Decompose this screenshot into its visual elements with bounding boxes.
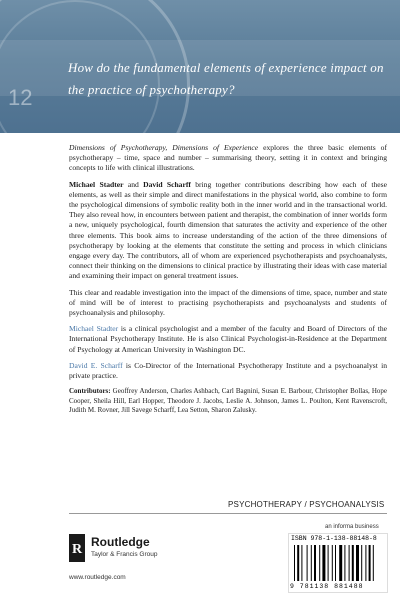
barcode-bar bbox=[328, 545, 329, 581]
bio-name-stadter: Michael Stadter bbox=[69, 324, 119, 334]
bio-text-scharff: is Co-Director of the International Psychotherapy Institute and a psychoanalyst in private practice. bbox=[69, 360, 387, 381]
publisher-website: www.routledge.com bbox=[69, 574, 126, 581]
barcode-bar bbox=[332, 545, 333, 581]
tagline: How do the fundamental elements of experience impact on the practice of psychotherapy? bbox=[68, 60, 384, 97]
barcode-bar bbox=[339, 545, 342, 581]
isbn-label: ISBN 978-1-138-88148-8 bbox=[291, 535, 377, 542]
barcode-bar bbox=[307, 545, 308, 581]
editor-and: and bbox=[123, 179, 144, 189]
contributors-list: Geoffrey Anderson, Charles Ashbach, Carl Bagnini, Susan E. Barbour, Christopher Bollas, Hope Cooper, Sheila Hill, Earl Hopper, Theodore J. Jacobs, Leslie A. Johnson, James L. Poulton, Kent Ravenscroft, Judith M. Rovner, Jill Savege Scharff, Lea Setton, Sharon Zalusky. bbox=[69, 387, 387, 415]
informa-tagline: an informa business bbox=[325, 524, 379, 530]
barcode-bar bbox=[349, 545, 350, 581]
bio-stadter bbox=[69, 324, 387, 355]
barcode-bar bbox=[373, 545, 374, 581]
blurb bbox=[69, 143, 387, 422]
barcode-bar bbox=[365, 545, 366, 581]
barcode-bar bbox=[314, 545, 316, 581]
book-title: Dimensions of Psychotherapy, Dimensions of Experience bbox=[69, 143, 259, 152]
logo-letter: R bbox=[71, 542, 83, 557]
contributors-paragraph bbox=[69, 387, 387, 416]
audience-paragraph: This clear and readable investigation into the impact of the dimensions of time, space, number and state of mind will be of interest to practising psychotherapists and psychoanalysts and students of psychoanalysis and philosophy. bbox=[69, 287, 387, 318]
barcode-bar bbox=[335, 545, 336, 581]
barcode-bar bbox=[301, 545, 302, 581]
editors-text: bring together contributions describing how each of these elements, as well as their simple and direct manifestations in the physical world, also combine to form the psychological dimensions of symbolic reality both in the inner world and in the transactional world. They also reveal how, in encounters between patient and therapist, the combination of inner worlds form a new, uniquely psychological, fourth dimension that saturates the activity and experience of the other three elements. This book aims to increase understanding of the action of the three dimensions of psychotherapy by looking at the elements that constitute the setting and process in which clinicians engage every day. The contributors, all of whom are experienced psychotherapists and psychoanalysts, connect their thinking on the dimensions to clinical practice by illustrating their ideas with case material and examining their impact on general treatment issues. bbox=[69, 179, 387, 281]
barcode-bar bbox=[311, 545, 312, 581]
barcode-bar bbox=[369, 545, 371, 581]
cover-banner bbox=[0, 0, 400, 133]
barcode-bar bbox=[322, 545, 325, 581]
publisher-name: Routledge bbox=[91, 535, 150, 549]
barcode-bar bbox=[356, 545, 359, 581]
subject-category: PSYCHOTHERAPY / PSYCHOANALYSIS bbox=[228, 500, 385, 509]
routledge-logo-icon bbox=[69, 534, 85, 562]
barcode-bar bbox=[297, 545, 299, 581]
publisher-group: Taylor & Francis Group bbox=[91, 551, 158, 558]
clock-numeral: 12 bbox=[8, 85, 33, 110]
category-divider bbox=[69, 513, 387, 514]
intro-text: explores the three basic elements of psychotherapy – time, space and number – summarising theory, setting it in context and bringing concepts to life with clinical illustrations. bbox=[69, 143, 387, 173]
editor-name-1: Michael Stadter bbox=[69, 179, 124, 189]
barcode-bar bbox=[352, 545, 354, 581]
bio-text-stadter: is a clinical psychologist and a member of the faculty and Board of Directors of the International Psychotherapy Institute. He is also Clinical Psychologist-in-Residence at the Department of Psychology at American University in Washington DC. bbox=[69, 324, 388, 354]
barcode-icon bbox=[292, 545, 384, 581]
editors-paragraph bbox=[69, 180, 387, 282]
barcode-bar bbox=[361, 545, 362, 581]
barcode-bar bbox=[344, 545, 345, 581]
intro-paragraph bbox=[69, 143, 387, 174]
bio-scharff bbox=[69, 361, 387, 381]
barcode-bar bbox=[294, 545, 295, 581]
barcode-bar bbox=[319, 545, 320, 581]
contributors-label: Contributors: bbox=[69, 387, 111, 396]
editor-name-2: David Scharff bbox=[143, 179, 191, 189]
barcode-number: 9 781138 881488 bbox=[290, 583, 364, 590]
bio-name-scharff: David E. Scharff bbox=[69, 360, 123, 370]
